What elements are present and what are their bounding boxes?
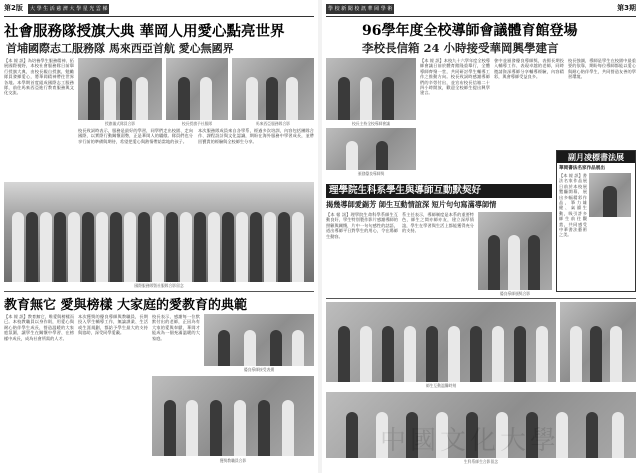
left-header-rule — [4, 16, 314, 17]
left-photo-4 — [204, 314, 314, 366]
right-sidebar-sub: 華岡書法名家作品展出 — [559, 166, 605, 171]
left-story2-p1: 【本 報 訊】教育無它，唯愛與榜樣而已。本校教職員以身作則，用愛心與耐心陪伴學生成長，營造溫暖的大家庭氛圍，讓學生在關懷中學習、在榜樣中成長，成為社會所需的人才。 — [4, 314, 74, 341]
left-story2-col3 — [152, 314, 200, 354]
right-story2-col2 — [402, 212, 474, 292]
left-bottom-headline: 教育無它 愛與榜樣 大家庭的愛教育的典範 — [4, 298, 248, 313]
left-photo-2 — [166, 58, 228, 120]
left-story1-col1 — [4, 58, 74, 178]
left-photo-3 — [232, 58, 314, 120]
right-sidebar-photo — [589, 173, 631, 217]
left-story2-p2: 本次獲獎的優良導師與教職員，長期投入學生輔導工作，無論課業、生活或生涯規劃，都給予學生最大的支持與協助，深受同學愛戴。 — [78, 314, 148, 336]
right-photo-4 — [326, 302, 556, 382]
right-page — [322, 0, 640, 473]
right-photo-4-caption: 師生互動溫馨時刻 — [425, 383, 457, 388]
right-header-tag-text: 學 校 新 聞 校 訊 華 岡 學 術 — [328, 6, 393, 12]
left-section-divider — [4, 291, 314, 292]
left-header-tags — [28, 4, 109, 14]
right-story1-col1 — [420, 58, 490, 178]
right-story2-p2: 系主任表示，導師制度是本系的重要特色，師生之間亦師亦友，建立深厚情誼，學生在學習與生活上都能獲得充分的支持。 — [402, 212, 474, 234]
right-sidebar-text-col1 — [559, 173, 587, 283]
left-photo-1-caption: 授旗儀式隊員合影 — [104, 121, 136, 126]
left-story1-col3 — [198, 128, 314, 178]
left-group-photo-caption: 國際服務隊暨社服隊合影留念 — [134, 283, 184, 288]
right-photo-3 — [478, 212, 552, 290]
right-story2-col1 — [326, 212, 398, 292]
left-page-number: 第2版 — [4, 4, 23, 12]
left-story1-col2 — [78, 128, 193, 178]
left-photo-4-caption: 優良導師接受表揚 — [243, 367, 275, 372]
left-photo-5-caption: 獲獎教職員合影 — [219, 458, 247, 463]
left-group-photo — [4, 182, 314, 282]
right-story1-col3 — [568, 58, 636, 148]
left-photo-2-caption: 校長授旗予社服隊 — [181, 121, 213, 126]
right-header-rule — [326, 16, 636, 17]
right-photo-1-caption: 校長主持全校導師會議 — [352, 121, 390, 126]
right-section-divider — [326, 298, 636, 299]
right-subhead: 李校長信箱 24 小時接受華岡興學建言 — [362, 41, 559, 55]
right-photo-5-caption: 生科系師生合影留念 — [463, 459, 499, 464]
left-headline: 社會服務隊授旗大典 華岡人用愛心點亮世界 — [4, 23, 285, 40]
right-headline: 96學年度全校導師會議體育館登場 — [362, 23, 578, 39]
left-subhead: 首埔國際志工服務隊 馬來西亞首航 愛心無國界 — [6, 42, 234, 55]
left-header-tag-text: 大 學 生 活 慈 濟 大 學 星 光 雲 梯 — [30, 6, 108, 12]
right-header-tags — [326, 4, 394, 14]
left-photo-3-caption: 馬來西亞服務隊合影 — [255, 121, 291, 126]
right-photo-1 — [326, 58, 416, 120]
right-photo-2-caption: 頒發優良導師獎 — [357, 171, 385, 176]
left-page — [0, 0, 318, 473]
right-story2-p1: 【本 報 訊】理學院生命科學系師生互動良好，學生特別製作影片感謝導師的照顧與關懷，片中一句句感性的話語，道出導師平日對學生的用心，令在場師生動容。 — [326, 212, 398, 239]
right-story1-p1: 【本 報 訊】本校九十六學年度全校導師會議日前於體育館隆重舉行，全體導師齊聚一堂，共同研討學生輔導工作之推動方向。校長致詞時感謝導師們的辛勞付出，並宣布校長信箱二十四小時開放，歡迎全校師生提出興學建言。 — [420, 58, 490, 96]
right-sidebar-text: 【本 報 訊】書法名家作品展日前於本校展覽廳開幕，展出多幅精彩作品，筆力雄健、氣韻生動，吸引許多師生前往觀賞，共同感受中華書法藝術之美。 — [559, 173, 587, 238]
right-sidebar-title: 副月凌標書法展 — [557, 151, 635, 163]
left-photo-1 — [78, 58, 162, 120]
watermark-logo: 中國文化大學 — [380, 426, 561, 456]
right-sidebar-box — [556, 150, 636, 292]
left-story2-col2 — [78, 314, 148, 464]
right-story1-p2: 會中並頒發優良導師獎，表揚長期投入輔導工作、表現卓越的老師，同時邀請資深導師分享輔導經驗，內容精彩，與會導師受益良多。 — [494, 58, 564, 80]
left-story2-p3: 校長表示，感謝每一位默默付出的老師，正因為有大家的愛與奉獻，華岡才能成為一個充滿溫暖的大家庭。 — [152, 314, 200, 341]
right-photo-2 — [326, 128, 416, 170]
left-story1-p2: 校長致詞時表示，服務是最好的學習，同學們走出校園、走向國際，以實際行動關懷弱勢，正是華岡人的驕傲。隊員們也分享行前的準備與期待，希望把愛心與熱情帶給當地的孩子。 — [78, 128, 193, 144]
left-story1-p1: 【本 報 訊】為培養學生服務精神、拓展國際視野，本校社會服務隊日前舉行授旗大典，由校長親自授旗，勉勵隊員發揮愛心，將華岡精神帶往世界各地。本學期首度組成國際志工服務隊，前往馬來西亞進行教育服務與文化交流。 — [4, 58, 74, 96]
left-story1-p3: 本次服務隊成員來自各學系，經過多次培訓，內容包括團隊合作、課程設計與文化認識，期盼在海外服務中學習成長，並帶回寶貴的經驗與全校師生分享。 — [198, 128, 314, 144]
right-story1-col2 — [494, 58, 564, 178]
left-photo-5 — [152, 376, 314, 456]
right-section-sub: 揭幾導師愛錫芳 師生互動情誼深 短片句句寫滿導師情 — [326, 200, 497, 209]
right-photo-6 — [560, 302, 636, 382]
right-section-bar: 理學院生科系學生與導師互動默契好 — [326, 184, 552, 198]
right-page-number: 第3期 — [617, 4, 636, 12]
left-story2-col1 — [4, 314, 74, 464]
right-story1-p3: 校長強調，導師是學生在校園中最重要的依靠，期盼每位導師都能以愛心與耐心陪伴學生，共同營造友善的學習環境。 — [568, 58, 636, 80]
right-photo-3-caption: 優良導師頒獎合影 — [499, 291, 531, 296]
